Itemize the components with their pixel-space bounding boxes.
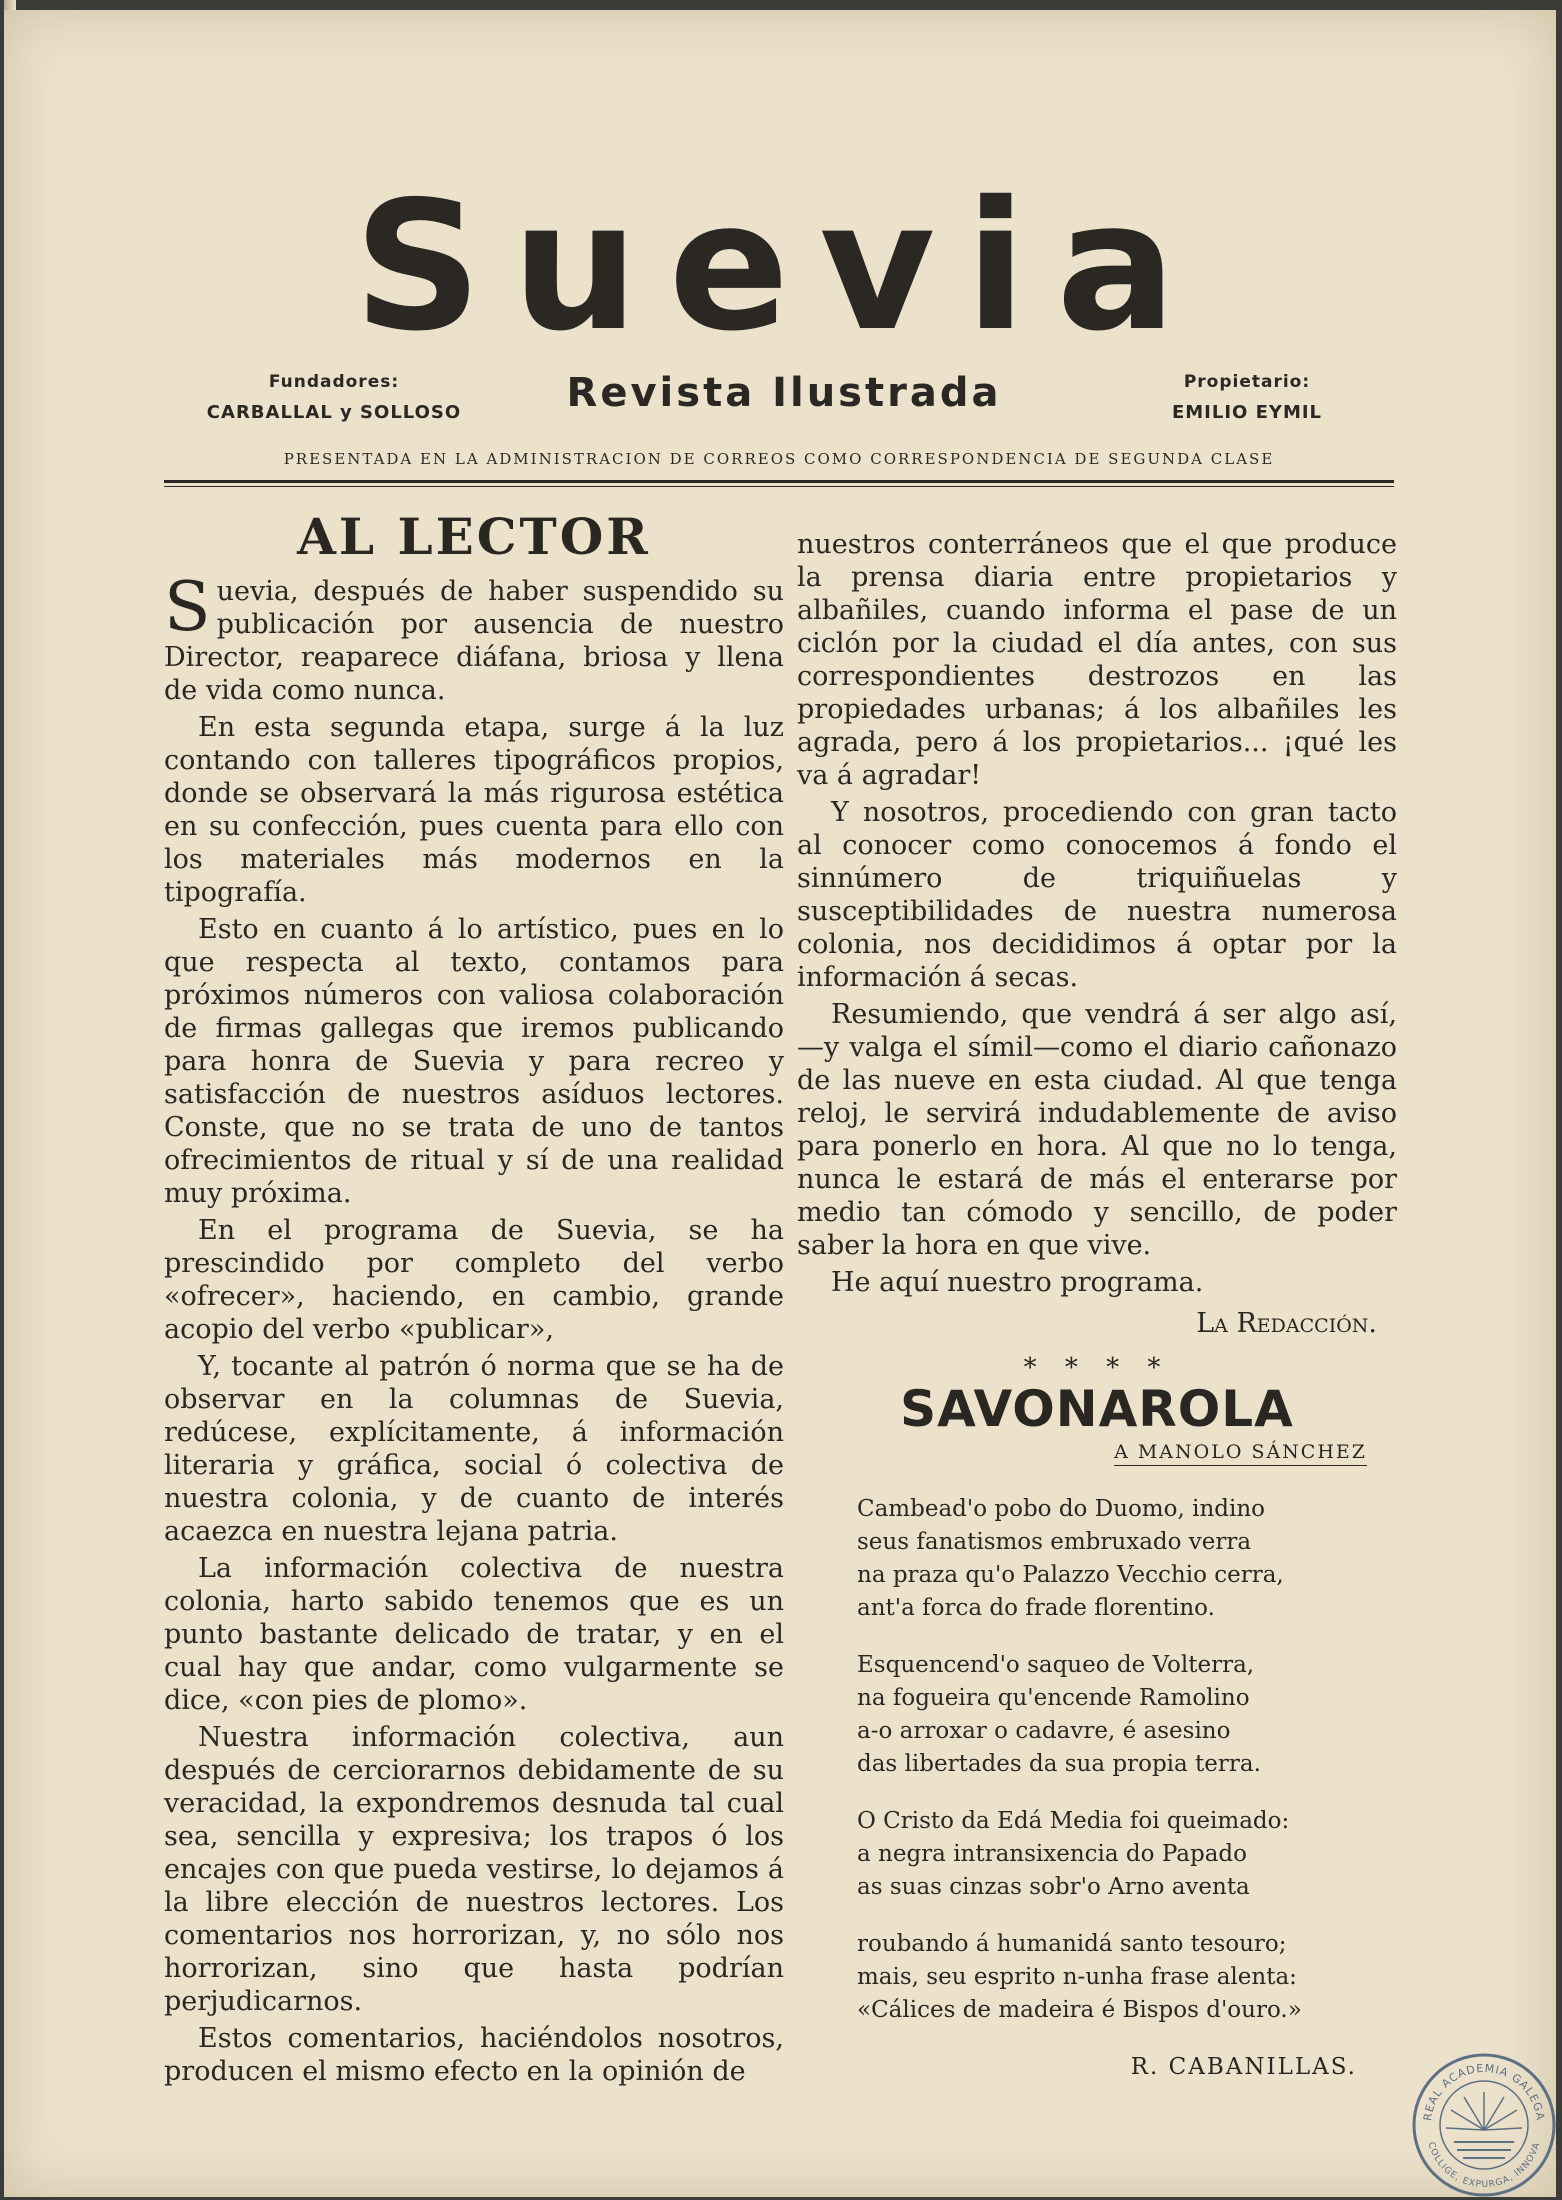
right-column: [797, 528, 1397, 2084]
owner-block: [1112, 372, 1382, 423]
article-paragraph: Resumiendo, que vendrá á ser algo así, —y valga el símil—como el diario cañonazo de las nueve en esta ciudad. Al que tenga reloj, le servirá indudablemente de aviso para ponerlo en hora. Al que no lo tenga, nunca le estará de más el enterarse por medio tan cómodo y sencillo, de poder saber la hora en que vive.: [797, 999, 1397, 1261]
seal-waves-icon: [1454, 2142, 1514, 2158]
owner-label: Propietario:: [1183, 372, 1311, 392]
poem-author: R. CABANILLAS.: [1130, 2054, 1357, 2080]
masthead-title: Suevia: [353, 163, 1207, 370]
al-lector-heading: AL LECTOR: [297, 507, 651, 566]
article-paragraph: Y, tocante al patrón ó norma que se ha de observar en la columnas de Suevia, redúcese, explícitamente, á información literaria y gráfica, social ó colectiva de nuestra colonia, y de cuanto de interés acaezca en nuestra lejana patria.: [164, 1351, 784, 1547]
poem-line: mais, seu esprito n-unha frase alenta:: [857, 1964, 1297, 1990]
founders-label: Fundadores:: [268, 372, 400, 392]
poem-line: a negra intransixencia do Papado: [857, 1841, 1247, 1867]
poem-line: as suas cinzas sobr'o Arno aventa: [857, 1874, 1250, 1900]
poem-line: na praza qu'o Palazzo Vecchio cerra,: [857, 1562, 1284, 1588]
article-signature: La Redacción.: [1196, 1308, 1377, 1339]
article-paragraph: Esto en cuanto á lo artístico, pues en lo que respecta al texto, contamos para próximos números con valiosa colaboración de firmas gallegas que iremos publicando para honra de Suevia y para recreo y satisfacción de nuestros asíduos lectores. Conste, que no se trata de uno de tantos ofrecimientos de ritual y sí de una realidad muy próxima.: [164, 914, 784, 1209]
owner-name: EMILIO EYMIL: [1171, 402, 1323, 423]
poem-line: das libertades da sua propia terra.: [857, 1751, 1261, 1777]
savonarola-heading: SAVONAROLA: [900, 1380, 1294, 1438]
article-paragraph: Estos comentarios, haciéndolos nosotros, producen el mismo efecto en la opinión de: [164, 2023, 784, 2087]
poem-stanza-3: [857, 1805, 1397, 1904]
poem-line: a-o arroxar o cadavre, é asesino: [857, 1718, 1231, 1744]
poem-line: Esquencend'o saqueo de Volterra,: [857, 1652, 1255, 1678]
poem-line: ant'a forca do frade florentino.: [857, 1595, 1215, 1621]
poem-line: seus fanatismos embruxado verra: [857, 1529, 1252, 1555]
drop-cap: S: [164, 568, 211, 647]
article-paragraph: La información colectiva de nuestra colonia, harto sabido tenemos que es un punto bastante delicado de tratar, y en el cual hay que andar, como vulgarmente se dice, «con pies de plomo».: [164, 1553, 784, 1716]
seal-bottom-text: COLLIGE, EXPURGA, INNOVA: [1425, 2141, 1543, 2191]
poem-line: «Cálices de madeira é Bispos d'ouro.»: [857, 1997, 1302, 2023]
article-paragraph: Nuestra información colectiva, aun después de cerciorarnos debidamente de su veracidad, la expondremos desnuda tal cual sea, sencilla y expresiva; los trapos ó los encajes con que pueda vestirse, lo dejamos á la libre elección de nuestros lectores. Los comentarios nos horrorizan, y, no sólo nos horrorizan, sino que hasta podrían perjudicarnos.: [164, 1722, 784, 2017]
academy-seal-stamp: [1409, 2050, 1559, 2200]
left-column: [164, 507, 784, 2092]
poem-stanza-4: [857, 1928, 1397, 2027]
poem-line: roubando á humanidá santo tesouro;: [857, 1931, 1287, 1957]
postal-note: PRESENTADA EN LA ADMINISTRACION DE CORREOS COMO CORRESPONDENCIA DE SEGUNDA CLASE: [283, 450, 1275, 468]
article-paragraph: Suevia, después de haber suspendido su publicación por ausencia de nuestro Director, reaparece diáfana, briosa y llena de vida como nunca.: [164, 568, 784, 706]
founders-block: [184, 372, 484, 423]
seal-sunburst-icon: [1446, 2092, 1522, 2130]
article-paragraph: nuestros conterráneos que el que produce la prensa diaria entre propietarios y albañiles, cuando informa el pase de un ciclón por la ciudad el día antes, con sus correspondientes destrozos en las propiedades urbanas; á los albañiles les agrada, pero á los propietarios... ¡qué les va á agradar!: [797, 529, 1397, 791]
poem-dedication: A MANOLO SÁNCHEZ: [797, 1436, 1367, 1469]
poem-line: O Cristo da Edá Media foi queimado:: [857, 1808, 1290, 1834]
seal-top-text: REAL ACADEMIA GALEGA: [1421, 2061, 1547, 2122]
article-paragraph: He aquí nuestro programa.: [831, 1267, 1204, 1298]
poem-stanza-2: [857, 1649, 1397, 1781]
article-paragraph: Y nosotros, procediendo con gran tacto al conocer como conocemos á fondo el sinnúmero de triquiñuelas y susceptibilidades de nuestra numerosa colonia, nos decididimos á optar por la información á secas.: [797, 797, 1397, 993]
section-separator: * * * *: [1023, 1353, 1171, 1383]
article-paragraph: En el programa de Suevia, se ha prescindido por completo del verbo «ofrecer», haciendo, en cambio, grande acopio del verbo «publicar»,: [164, 1215, 784, 1345]
header-rule-bottom: [164, 486, 1394, 487]
poem-line: na fogueira qu'encende Ramolino: [857, 1685, 1250, 1711]
article-paragraph: En esta segunda etapa, surge á la luz contando con talleres tipográficos propios, donde se observará la más rigurosa estética en su confección, pues cuenta para ello con los materiales más modernos en la tipografía.: [164, 712, 784, 908]
magazine-page: [4, 10, 1556, 2197]
masthead-subtitle: Revista Ilustrada: [566, 370, 1002, 416]
founders-names: CARBALLAL y SOLLOSO: [206, 402, 462, 423]
poem-line: Cambead'o pobo do Duomo, indino: [857, 1496, 1265, 1522]
header-rule-top: [164, 480, 1394, 483]
poem-stanza-1: [857, 1493, 1397, 1625]
